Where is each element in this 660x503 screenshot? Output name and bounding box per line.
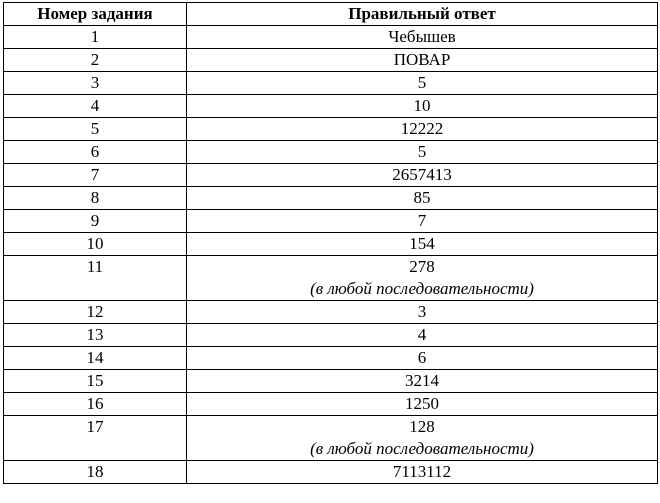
answer-cell: ПОВАР [187,49,658,72]
answer-cell: 12222 [187,118,658,141]
answer-cell: 3214 [187,370,658,393]
table-row [4,95,658,118]
table-row [4,141,658,164]
answer-cell: Чебышев [187,26,658,49]
task-number-cell: 10 [4,233,187,256]
table-row [4,49,658,72]
answer-cell: 5 [187,72,658,95]
table-row [4,416,658,461]
table-row [4,210,658,233]
answer-cell: 85 [187,187,658,210]
answer-note: (в любой последовательности) [310,439,534,458]
task-number-cell: 16 [4,393,187,416]
header-row [4,3,658,26]
table-row [4,72,658,95]
task-number-cell: 13 [4,324,187,347]
table-row [4,256,658,301]
answer-value: 278 [409,257,435,276]
table-row [4,393,658,416]
task-number-cell: 6 [4,141,187,164]
answer-cell: 154 [187,233,658,256]
task-number-cell: 18 [4,461,187,484]
task-number-cell: 2 [4,49,187,72]
answer-note: (в любой последовательности) [310,279,534,298]
answer-cell: 1250 [187,393,658,416]
table-row [4,164,658,187]
task-number-cell: 7 [4,164,187,187]
answers-table [3,2,658,484]
task-number-cell: 8 [4,187,187,210]
answer-cell: 10 [187,95,658,118]
table-row [4,118,658,141]
task-number-cell: 5 [4,118,187,141]
task-number-cell: 17 [4,416,187,461]
task-number-cell: 4 [4,95,187,118]
table-row [4,233,658,256]
task-number-cell: 11 [4,256,187,301]
answer-cell: 4 [187,324,658,347]
answer-value: 128 [409,417,435,436]
header-correct-answer: Правильный ответ [187,3,658,26]
answer-cell: 7113112 [187,461,658,484]
answer-cell: 7 [187,210,658,233]
answer-cell: 3 [187,301,658,324]
answer-cell: 6 [187,347,658,370]
answer-cell [187,416,658,461]
answer-cell [187,256,658,301]
table-row [4,324,658,347]
answer-cell: 2657413 [187,164,658,187]
table-row [4,370,658,393]
task-number-cell: 1 [4,26,187,49]
task-number-cell: 9 [4,210,187,233]
table-row [4,26,658,49]
table-row [4,347,658,370]
task-number-cell: 15 [4,370,187,393]
table-row [4,301,658,324]
task-number-cell: 14 [4,347,187,370]
task-number-cell: 3 [4,72,187,95]
header-task-number: Номер задания [4,3,187,26]
answer-cell: 5 [187,141,658,164]
task-number-cell: 12 [4,301,187,324]
table-row [4,461,658,484]
table-row [4,187,658,210]
